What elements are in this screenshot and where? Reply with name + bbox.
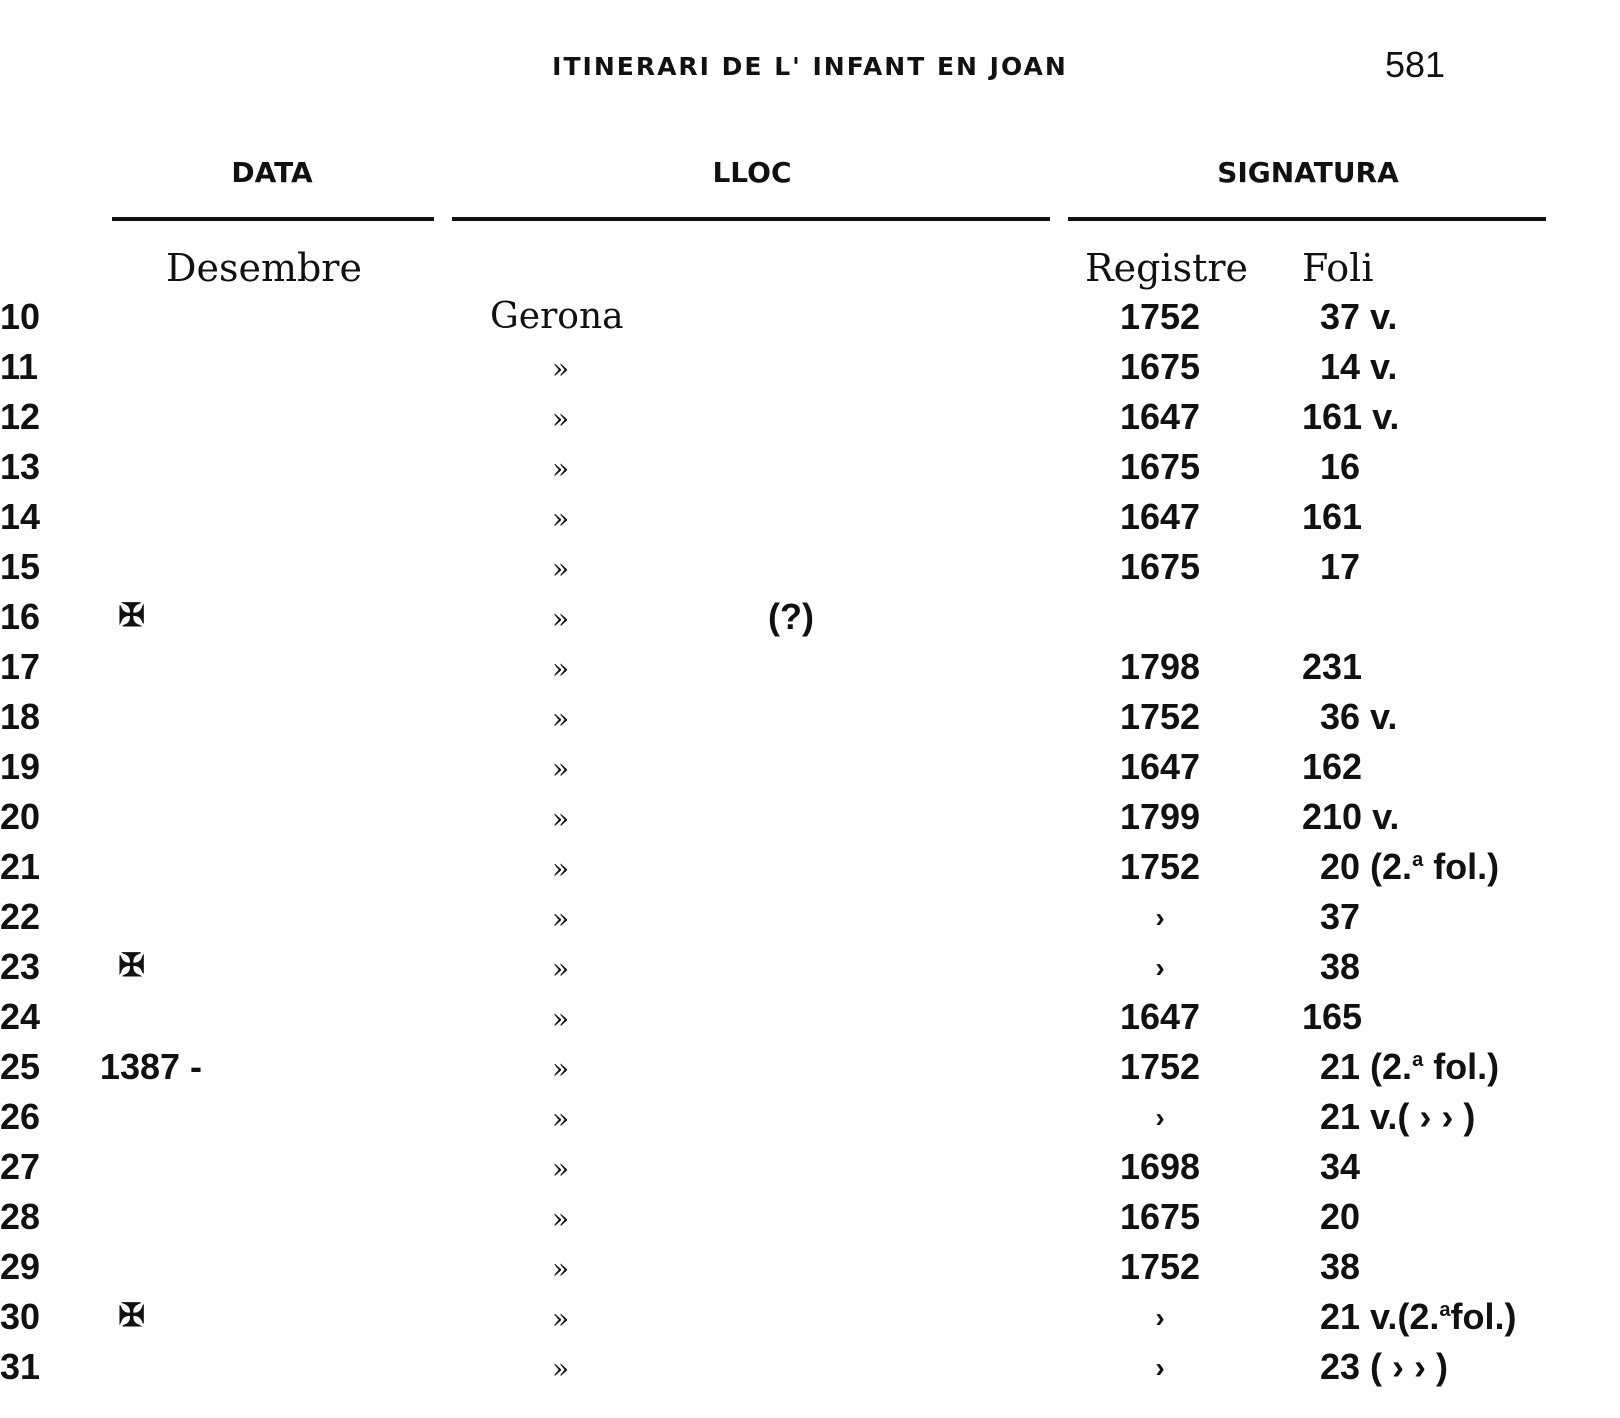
header-rule-signatura xyxy=(1068,217,1546,221)
row-day: 23 xyxy=(0,946,41,987)
row-day: 26 xyxy=(0,1096,41,1137)
row-place: » xyxy=(552,1252,570,1285)
row-day: 17 xyxy=(0,646,41,687)
row-foli: 38 xyxy=(1320,1246,1361,1287)
row-prefix: ✠ xyxy=(118,1297,145,1333)
row-registre: 1752 xyxy=(1119,1246,1201,1287)
row-place: » xyxy=(552,1152,570,1185)
column-header-lloc: LLOC xyxy=(712,156,792,189)
row-day: 29 xyxy=(0,1246,41,1287)
row-foli: 162 xyxy=(1302,746,1363,787)
row-day: 13 xyxy=(0,446,41,487)
row-foli: 20 xyxy=(1320,1196,1361,1237)
row-day: 10 xyxy=(0,296,41,337)
row-foli: 21 v.( › › ) xyxy=(1320,1096,1476,1137)
page-number: 581 xyxy=(1385,44,1446,85)
running-header-title: ITINERARI DE L' INFANT EN JOAN xyxy=(552,52,1068,81)
row-place: » xyxy=(552,1052,570,1085)
row-day: 14 xyxy=(0,496,41,537)
row-foli: 34 xyxy=(1320,1146,1361,1187)
row-day: 27 xyxy=(0,1146,41,1187)
row-registre: 1752 xyxy=(1119,296,1201,337)
row-day: 31 xyxy=(0,1346,41,1387)
row-foli: 165 xyxy=(1302,996,1363,1037)
row-place: » xyxy=(552,552,570,585)
row-place: » xyxy=(552,952,570,985)
row-registre: › xyxy=(1155,952,1165,983)
row-place: » xyxy=(552,1302,570,1335)
row-foli: 37 v. xyxy=(1320,296,1398,337)
row-foli: 161 xyxy=(1302,496,1363,537)
row-day: 16 xyxy=(0,596,41,637)
row-registre: 1647 xyxy=(1119,496,1201,537)
row-registre: › xyxy=(1155,902,1165,933)
row-day: 30 xyxy=(0,1296,41,1337)
row-day: 21 xyxy=(0,846,41,887)
row-day: 11 xyxy=(0,346,39,387)
row-place: » xyxy=(552,502,570,535)
row-prefix: ✠ xyxy=(118,947,145,983)
row-day: 28 xyxy=(0,1196,41,1237)
row-place: » xyxy=(552,652,570,685)
row-day: 15 xyxy=(0,546,41,587)
row-registre: 1752 xyxy=(1119,846,1201,887)
row-foli: 20 (2.$^a$ fol.) xyxy=(1320,846,1500,887)
row-registre: 1647 xyxy=(1119,996,1201,1037)
row-place: » xyxy=(552,1202,570,1235)
row-day: 25 xyxy=(0,1046,41,1087)
row-foli: 14 v. xyxy=(1320,346,1398,387)
row-foli: 231 xyxy=(1302,646,1363,687)
row-place: » xyxy=(552,752,570,785)
row-foli: 21 (2.$^a$ fol.) xyxy=(1320,1046,1500,1087)
row-foli: 38 xyxy=(1320,946,1361,987)
row-day: 24 xyxy=(0,996,41,1037)
row-foli: 16 xyxy=(1320,446,1361,487)
row-note: (?) xyxy=(768,596,814,637)
row-registre: 1752 xyxy=(1119,1046,1201,1087)
row-foli: 37 xyxy=(1320,896,1361,937)
row-place: » xyxy=(552,602,570,635)
row-place: » xyxy=(552,352,570,385)
row-place: » xyxy=(552,452,570,485)
row-registre: 1698 xyxy=(1119,1146,1201,1187)
column-header-data: DATA xyxy=(231,156,313,189)
row-registre: 1752 xyxy=(1119,696,1201,737)
row-registre: 1799 xyxy=(1119,796,1201,837)
row-registre: 1675 xyxy=(1119,446,1201,487)
row-place: » xyxy=(552,852,570,885)
row-place: » xyxy=(552,402,570,435)
row-prefix: 1387 - xyxy=(99,1046,202,1087)
row-registre: 1647 xyxy=(1119,396,1201,437)
row-registre: › xyxy=(1155,1302,1165,1333)
row-day: 20 xyxy=(0,796,41,837)
row-foli: 21 v.(2.$^a$fol.) xyxy=(1320,1296,1517,1337)
row-place: » xyxy=(552,702,570,735)
row-foli: 210 v. xyxy=(1302,796,1400,837)
row-registre: 1675 xyxy=(1119,1196,1201,1237)
column-header-signatura: SIGNATURA xyxy=(1217,156,1399,189)
row-foli: 161 v. xyxy=(1302,396,1400,437)
registre-label: Registre xyxy=(1085,246,1249,290)
foli-label: Foli xyxy=(1302,246,1374,290)
row-place: » xyxy=(552,1002,570,1035)
row-registre: 1798 xyxy=(1119,646,1201,687)
row-place: » xyxy=(552,802,570,835)
row-registre: › xyxy=(1155,1102,1165,1133)
row-registre: › xyxy=(1155,1352,1165,1383)
row-foli: 36 v. xyxy=(1320,696,1398,737)
row-day: 12 xyxy=(0,396,41,437)
row-registre: 1675 xyxy=(1119,346,1201,387)
row-day: 19 xyxy=(0,746,41,787)
row-day: 18 xyxy=(0,696,41,737)
row-prefix: ✠ xyxy=(118,597,145,633)
row-day: 22 xyxy=(0,896,41,937)
row-foli: 17 xyxy=(1320,546,1361,587)
header-rule-data xyxy=(112,217,434,221)
row-place: Gerona xyxy=(490,296,624,337)
row-registre: 1675 xyxy=(1119,546,1201,587)
row-foli: 23 ( › › ) xyxy=(1320,1346,1449,1387)
row-place: » xyxy=(552,1352,570,1385)
row-place: » xyxy=(552,902,570,935)
month-label: Desembre xyxy=(166,246,362,290)
row-registre: 1647 xyxy=(1119,746,1201,787)
row-place: » xyxy=(552,1102,570,1135)
header-rule-lloc xyxy=(452,217,1050,221)
